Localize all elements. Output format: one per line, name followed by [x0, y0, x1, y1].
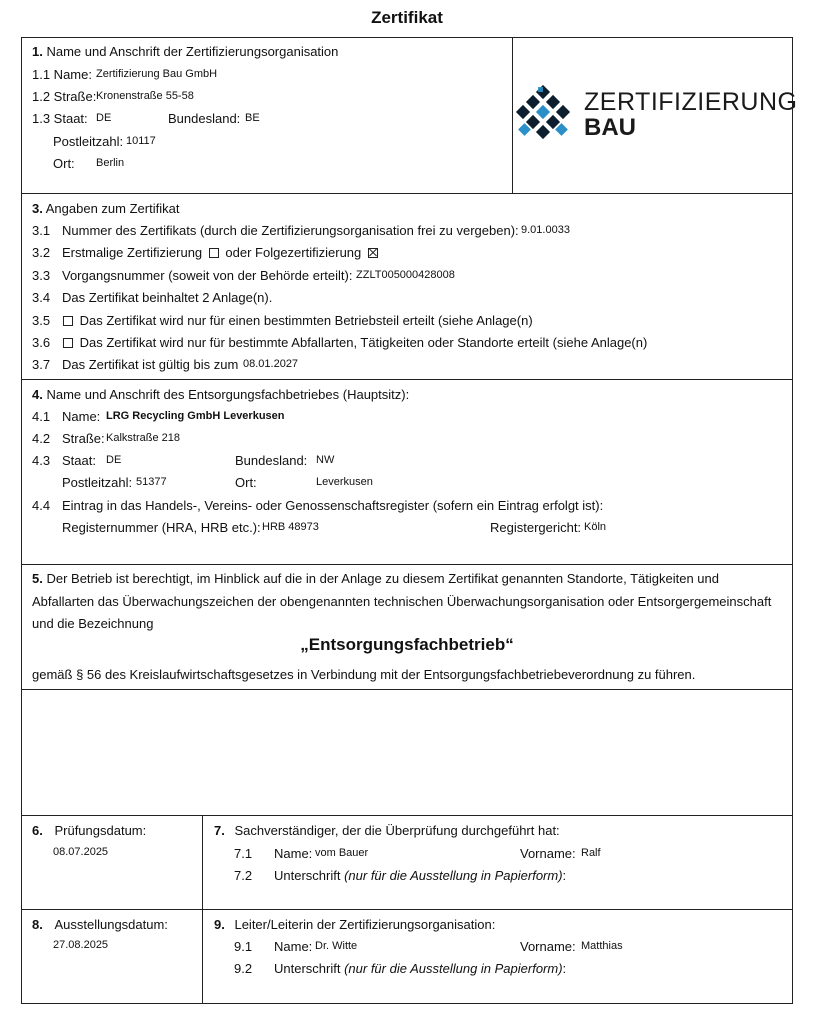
signature-label: Unterschrift: [274, 868, 341, 883]
expert-firstname-value: Ralf: [581, 847, 601, 859]
expert-name-value: vom Bauer: [315, 847, 369, 859]
row-3-1-text: Nummer des Zertifikats (durch die Zertifizierungsorganisation frei zu vergeben):: [62, 223, 519, 238]
row-3-2: [62, 245, 381, 260]
row-3-3-text: Vorgangsnummer (soweit von der Behörde erteilt):: [62, 268, 353, 283]
expert-firstname-label: Vorname:: [520, 846, 576, 861]
row-9-1-number: 9.1: [234, 939, 253, 954]
register-number-value: HRB 48973: [262, 521, 319, 533]
initial-cert-label: Erstmalige Zertifizierung: [62, 245, 203, 260]
org-street-label: 1.2 Straße:: [32, 89, 97, 104]
company-city-label: Ort:: [235, 475, 257, 490]
signature-note: (nur für die Ausstellung in Papierform): [344, 961, 563, 976]
row-3-5: [60, 313, 533, 328]
section-5-line3: und die Bezeichnung: [32, 616, 154, 631]
org-state-value: BE: [245, 112, 260, 124]
attachments-count: 2: [202, 290, 210, 305]
issue-date-value: 27.08.2025: [53, 939, 109, 951]
section-7-heading: [214, 823, 560, 838]
company-state-label: Bundesland:: [235, 453, 308, 468]
section-5-text: Der Betrieb ist berechtigt, im Hinblick auf die in der Anlage zu diesem Zertifikat genannten Standorte, Tätigkeiten und: [46, 571, 719, 586]
company-name-value: LRG Recycling GmbH Leverkusen: [106, 410, 285, 422]
row-3-2-number: 3.2: [32, 245, 51, 260]
document-title: Zertifikat: [371, 8, 443, 27]
register-number-label: Registernummer (HRA, HRB etc.):: [62, 520, 261, 535]
row-7-1-number: 7.1: [234, 846, 253, 861]
signature-colon: :: [562, 961, 567, 976]
section-1-box: [21, 37, 513, 194]
org-zip-label: Postleitzahl:: [53, 134, 124, 149]
head-signature-label: [274, 961, 566, 976]
section-heading-text: Name und Anschrift des Entsorgungsfachbetriebes (Hauptsitz):: [46, 387, 410, 402]
issue-date-label: Ausstellungsdatum:: [54, 917, 168, 932]
signature-note: (nur für die Ausstellung in Papierform): [344, 868, 563, 883]
logo-wordmark-line2: BAU: [584, 114, 636, 141]
initial-cert-checkbox[interactable]: [209, 248, 219, 258]
org-country-value: DE: [96, 112, 112, 124]
partial-operation-checkbox[interactable]: [63, 316, 73, 326]
section-number: 4.: [32, 387, 43, 402]
cubes-logo-icon: [514, 85, 574, 148]
signature-label: Unterschrift: [274, 961, 341, 976]
inspection-date-value: 08.07.2025: [53, 846, 109, 858]
section-4-box: [21, 379, 793, 565]
row-3-1-number: 3.1: [32, 223, 51, 238]
section-8-heading: [32, 917, 168, 932]
section-9-heading: [214, 917, 495, 932]
section-number: 6.: [32, 823, 43, 838]
section-heading-text: Sachverständiger, der die Überprüfung durchgeführt hat:: [234, 823, 560, 838]
section-6-heading: [32, 823, 146, 838]
restricted-scope-checkbox[interactable]: [63, 338, 73, 348]
row-3-3-number: 3.3: [32, 268, 51, 283]
org-zip-value: 10117: [126, 135, 156, 147]
company-city-value: Leverkusen: [316, 476, 373, 488]
section-5-line2: Abfallarten das Überwachungszeichen der obengenannten technischen Überwachungsorganisation oder Entsorgergemeinschaft: [32, 594, 772, 609]
section-3-box: [21, 193, 793, 380]
valid-until-value: 08.01.2027: [243, 358, 299, 370]
row-3-6-number: 3.6: [32, 335, 51, 350]
signature-colon: :: [562, 868, 567, 883]
section-number: 3.: [32, 201, 43, 216]
attachments-text: Das Zertifikat beinhaltet: [62, 290, 199, 305]
designation-title: „Entsorgungsfachbetrieb“: [300, 635, 514, 654]
followup-cert-checkbox[interactable]: [368, 248, 378, 258]
restricted-scope-label: Das Zertifikat wird nur für bestimmte Abfallarten, Tätigkeiten oder Standorte erteilt (siehe Anlage(n): [79, 335, 648, 350]
company-country-label: Staat:: [62, 453, 96, 468]
head-name-value: Dr. Witte: [315, 940, 358, 952]
company-zip-label: Postleitzahl:: [62, 475, 133, 490]
row-9-2-number: 9.2: [234, 961, 253, 976]
register-text: Eintrag in das Handels-, Vereins- oder Genossenschaftsregister (sofern ein Eintrag erfolgt ist):: [62, 498, 604, 513]
row-3-7-text: Das Zertifikat ist gültig bis zum: [62, 357, 239, 372]
register-court-label: Registergericht:: [490, 520, 582, 535]
company-street-value: Kalkstraße 218: [106, 432, 180, 444]
expert-name-label: Name:: [274, 846, 313, 861]
attachments-suffix: Anlage(n).: [212, 290, 273, 305]
org-city-label: Ort:: [53, 156, 75, 171]
row-3-6: [60, 335, 647, 350]
company-name-label: Name:: [62, 409, 101, 424]
followup-cert-label: oder Folgezertifizierung: [225, 245, 362, 260]
section-3-heading: [32, 201, 179, 216]
section-heading-text: Name und Anschrift der Zertifizierungsorganisation: [46, 44, 339, 59]
certificate-number-value: 9.01.0033: [521, 224, 570, 236]
register-court-value: Köln: [584, 521, 607, 533]
section-4-heading: [32, 387, 409, 402]
expert-signature-label: [274, 868, 566, 883]
section-5-line1: [32, 571, 719, 586]
org-country-label: 1.3 Staat:: [32, 111, 88, 126]
company-country-value: DE: [106, 454, 122, 466]
row-7-2-number: 7.2: [234, 868, 253, 883]
head-name-label: Name:: [274, 939, 313, 954]
section-number: 7.: [214, 823, 225, 838]
row-3-5-number: 3.5: [32, 313, 51, 328]
head-firstname-label: Vorname:: [520, 939, 576, 954]
org-name-value: Zertifizierung Bau GmbH: [96, 68, 218, 80]
partial-operation-label: Das Zertifikat wird nur für einen bestimmten Betriebsteil erteilt (siehe Anlage(n): [79, 313, 533, 328]
company-state-value: NW: [316, 454, 335, 466]
org-name-label: 1.1 Name:: [32, 67, 92, 82]
inspection-date-label: Prüfungsdatum:: [54, 823, 147, 838]
section-heading-text: Leiter/Leiterin der Zertifizierungsorganisation:: [234, 917, 496, 932]
org-state-label: Bundesland:: [168, 111, 241, 126]
section-heading-text: Angaben zum Zertifikat: [45, 201, 180, 216]
row-4-1-number: 4.1: [32, 409, 51, 424]
section-number: 8.: [32, 917, 43, 932]
row-3-4-number: 3.4: [32, 290, 51, 305]
company-street-label: Straße:: [62, 431, 105, 446]
section-number: 5.: [32, 571, 43, 586]
logo-wordmark-line1: ZERTIFIZIERUNG: [584, 88, 798, 116]
row-3-7-number: 3.7: [32, 357, 51, 372]
blank-box: [21, 689, 793, 816]
company-zip-value: 51377: [136, 476, 167, 488]
row-4-4-number: 4.4: [32, 498, 51, 513]
row-4-2-number: 4.2: [32, 431, 51, 446]
head-firstname-value: Matthias: [581, 940, 623, 952]
row-4-3-number: 4.3: [32, 453, 51, 468]
org-city-value: Berlin: [96, 157, 125, 169]
section-5-line4: gemäß § 56 des Kreislaufwirtschaftsgesetzes in Verbindung mit der Entsorgungsfachbetriebeverordnung zu führen.: [32, 667, 696, 682]
section-number: 1.: [32, 44, 43, 59]
section-number: 9.: [214, 917, 225, 932]
org-street-value: Kronenstraße 55-58: [96, 90, 194, 102]
row-3-4: [62, 290, 272, 305]
process-number-value: ZZLT005000428008: [356, 269, 455, 281]
section-1-heading: [32, 44, 338, 59]
